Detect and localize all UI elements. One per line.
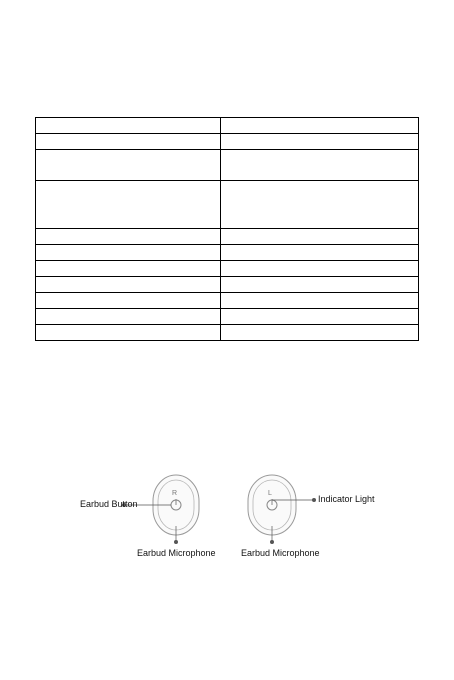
table-row (36, 261, 419, 277)
table-cell (36, 245, 221, 261)
table-cell (221, 181, 419, 229)
table-row (36, 245, 419, 261)
table-cell (36, 229, 221, 245)
table-cell (221, 261, 419, 277)
table-cell (221, 229, 419, 245)
table-row (36, 277, 419, 293)
table-cell (36, 293, 221, 309)
table-cell (36, 181, 221, 229)
table-cell (36, 261, 221, 277)
table-row (36, 229, 419, 245)
left-earbud-microphone-label: Earbud Microphone (241, 548, 320, 558)
table-cell (36, 134, 221, 150)
table-cell (36, 118, 221, 134)
left-earbud-mark: L (268, 490, 272, 497)
left-earbud-illustration (248, 475, 316, 544)
table-cell (221, 325, 419, 341)
table-row (36, 134, 419, 150)
earbud-diagram (0, 470, 454, 580)
table-cell (221, 277, 419, 293)
right-earbud-mark: R (172, 490, 178, 497)
table-cell (36, 309, 221, 325)
right-earbud-illustration (122, 475, 199, 544)
table-cell (221, 293, 419, 309)
earbud-diagram-svg (0, 470, 454, 580)
table-cell (221, 134, 419, 150)
table-row (36, 150, 419, 181)
indicator-light-label: Indicator Light (318, 494, 375, 504)
table-row (36, 309, 419, 325)
table-cell (221, 309, 419, 325)
table-cell (221, 150, 419, 181)
table-cell (221, 245, 419, 261)
table-cell (36, 277, 221, 293)
table-row (36, 118, 419, 134)
spec-table (35, 117, 419, 341)
table-cell (36, 325, 221, 341)
table-row (36, 181, 419, 229)
right-earbud-microphone-label: Earbud Microphone (137, 548, 216, 558)
table-cell (36, 150, 221, 181)
earbud-button-label: Earbud Button (80, 499, 138, 509)
table-row (36, 325, 419, 341)
table-row (36, 293, 419, 309)
table-cell (221, 118, 419, 134)
